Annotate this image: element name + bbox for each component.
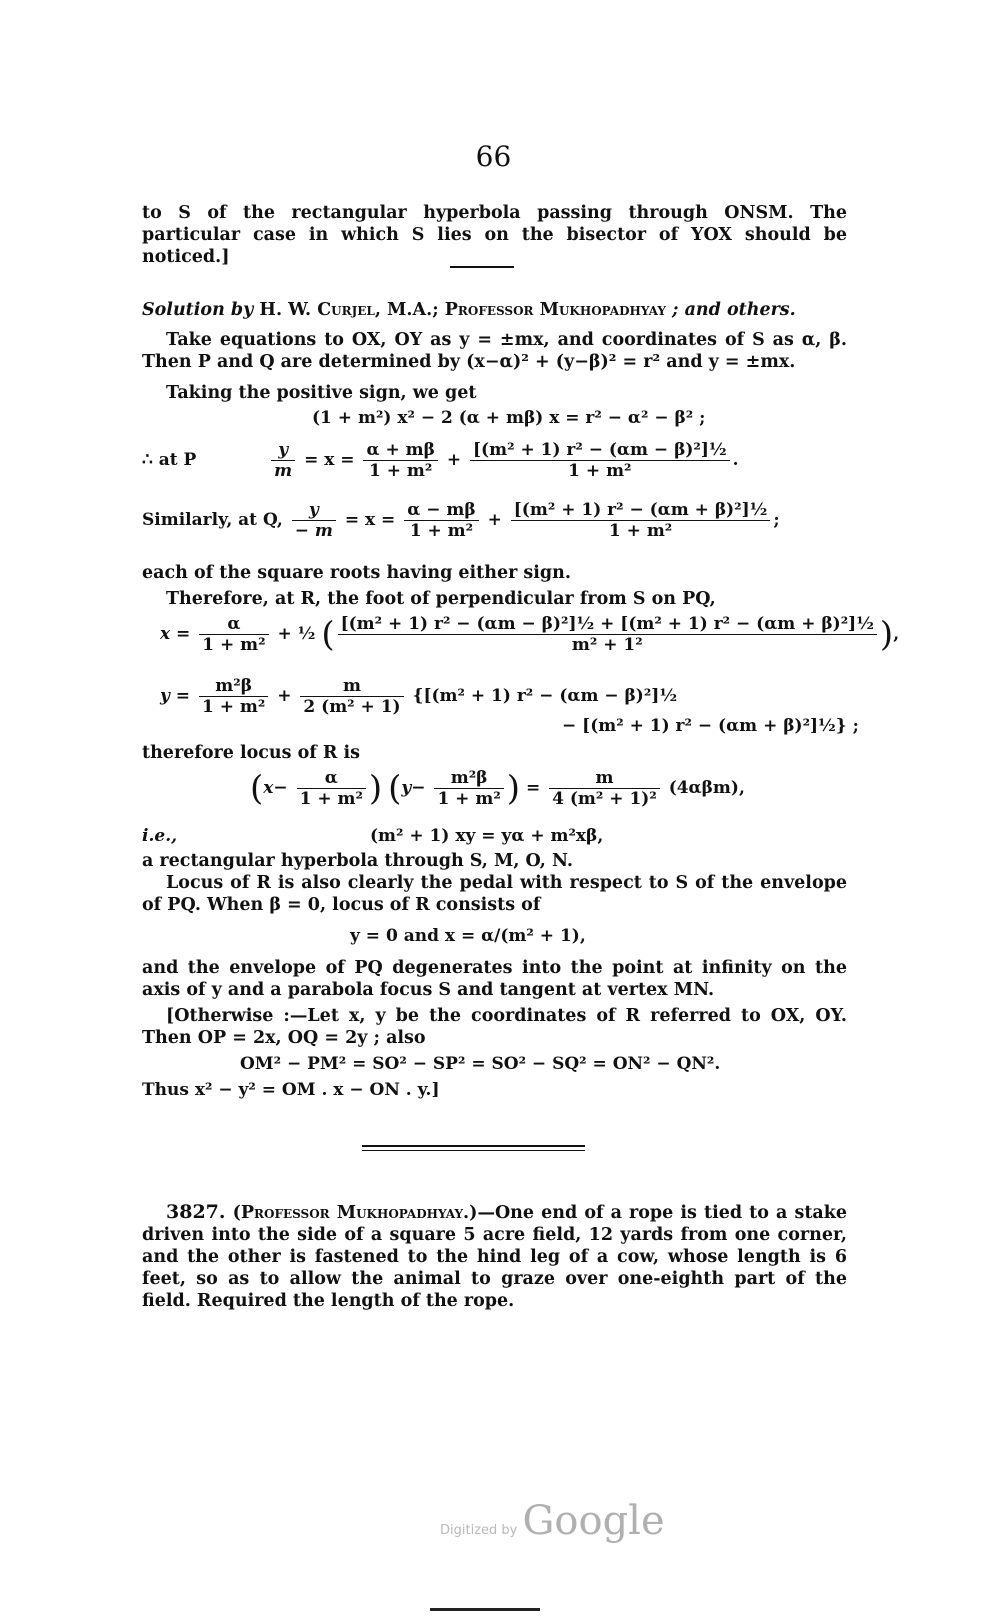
equation-thus: Thus x² − y² = OM . x − ON . y.] (142, 1080, 440, 1100)
question-text: —One end of a rope is tied to a stake driven into the side of a square 5 acre field, 12 yards from one corner, and the other is fastened to the hind leg of a cow, whose length is 6 feet, so as to allow the animal to graze over one-eighth part of the field. Required the length of the rope. (142, 1203, 847, 1311)
locus-fraction-b: $\frac{\text{m²β}}{\text{1 + m²}}$ (434, 768, 503, 809)
at-q-fraction-2: $\frac{\text{[(m² + 1) r² − (αm + β)²]½}}{\text{1 + m²}}$ (511, 500, 771, 541)
at-p-label: ∴ at P (142, 450, 197, 470)
intro-text: to S of the rectangular hyperbola passing through ONSM. The particular case in which S lies on the bisector of YOX should be noticed.] (142, 203, 847, 267)
question-author: (Professor Mukhopadhyay.) (232, 1203, 478, 1223)
at-p-lhs-fraction: $\frac{y}{m}$ (271, 440, 295, 481)
solution-author-2: Professor Mukhopadhyay (444, 300, 666, 320)
locus-tail: (4αβm), (668, 778, 745, 798)
paragraph-1: Take equations to OX, OY as y = ±mx, and coordinates of S as α, β. Then P and Q are determined by (x−α)² + (y−β)² = r² and y = ±mx. (142, 330, 847, 372)
paragraph-6: a rectangular hyperbola through S, M, O, N. (142, 851, 573, 871)
next-page-cut-edge (430, 1608, 540, 1619)
page-number: 66 (475, 140, 512, 173)
paragraph-8: and the envelope of PQ degenerates into the point at infinity on the axis of y and a parabola focus S and tangent at vertex MN. (142, 958, 847, 1000)
ie-label: i.e., (142, 826, 178, 846)
y-r-fraction-2: $\frac{m}{\text{2 (m² + 1)}}$ (300, 676, 403, 717)
paragraph-2: Taking the positive sign, we get (166, 383, 477, 403)
x-r-half: + ½ (277, 624, 316, 644)
at-q-fraction-1: $\frac{\alpha - m\beta}{\text{1 + m²}}$ (404, 500, 478, 541)
locus-fraction-a: $\frac{\alpha}{\text{1 + m²}}$ (297, 768, 366, 809)
paragraph-9: [Otherwise :—Let x, y be the coordinates of R referred to OX, OY. Then OP = 2x, OQ = 2y ; also (142, 1006, 847, 1048)
solution-prefix: Solution by (142, 300, 254, 320)
equation-otherwise: OM² − PM² = SO² − SP² = SO² − SQ² = ON² − QN². (240, 1054, 721, 1074)
at-p-equals: = x = (304, 450, 355, 470)
short-rule (450, 266, 514, 268)
at-q-lhs-fraction: $\frac{y}{- m}$ (292, 500, 336, 541)
solution-suffix: ; and others. (672, 300, 796, 320)
at-p-fraction-2: $\frac{\text{[(m² + 1) r² − (αm − β)²]½}}{\text{1 + m²}}$ (470, 440, 730, 481)
x-r-lhs: x = (160, 624, 191, 644)
question-number: 3827. (166, 1201, 226, 1223)
double-rule (362, 1145, 585, 1154)
y-r-fraction-1: $\frac{\text{m²β}}{\text{1 + m²}}$ (199, 676, 268, 717)
solution-author-1: H. W. Curjel, M.A. (259, 300, 433, 320)
question-3827 (142, 1201, 847, 1312)
equation-y-r: y = $\frac{\text{m²β}}{\text{1 + m²}}$ + $\frac{m}{\text{2 (m² + 1)}}$ {[(m² + 1) r² − (αm − β)²]½ (160, 676, 678, 717)
solution-separator: ; (432, 300, 439, 320)
x-r-fraction-1: $\frac{\alpha}{\text{1 + m²}}$ (199, 614, 268, 655)
equation-x-r: x = $\frac{\alpha}{\text{1 + m²}}$ + ½ ( $\frac{\text{[(m² + 1) r² − (αm − β)²]½ + [(m² + 1) r² − (αm + β)²]½}}{\text{m² + 1²}}$ ), (160, 614, 900, 655)
google-watermark (440, 1498, 665, 1544)
y-r-lhs: y = (160, 686, 191, 706)
x-r-fraction-2: $\frac{\text{[(m² + 1) r² − (αm − β)²]½ + [(m² + 1) r² − (αm + β)²]½}}{\text{m² + 1²}}$ (338, 614, 877, 655)
equation-beta-zero: y = 0 and x = α/(m² + 1), (350, 926, 586, 946)
y-r-line-1: {[(m² + 1) r² − (αm − β)²]½ (412, 686, 678, 706)
at-q-label: Similarly, at Q, (142, 510, 283, 530)
equation-locus: (x− $\frac{\alpha}{\text{1 + m²}}$ ) (y− $\frac{\text{m²β}}{\text{1 + m²}}$ ) = $\frac{m}{\text{4 (m² + 1)²}}$ (4αβm), (250, 768, 745, 809)
equation-quadratic: (1 + m²) x² − 2 (α + mβ) x = r² − α² − β² ; (312, 408, 706, 428)
paragraph-3: each of the square roots having either sign. (142, 563, 571, 583)
equation-at-q: Similarly, at Q, $\frac{y}{- m}$ = x = $\frac{\alpha - m\beta}{\text{1 + m²}}$ + $\frac{\text{[(m² + 1) r² − (αm + β)²]½}}{\text{1 + m²}}$ ; (142, 500, 780, 541)
solution-byline (142, 300, 796, 320)
watermark-digitized: Digitized by (440, 1523, 518, 1538)
equation-y-r-line-2: − [(m² + 1) r² − (αm + β)²]½} ; (562, 716, 859, 736)
locus-fraction-c: $\frac{m}{\text{4 (m² + 1)²}}$ (549, 768, 660, 809)
equation-at-p: ∴ at P $\frac{y}{m}$ = x = $\frac{\alpha + m\beta}{\text{1 + m²}}$ + $\frac{\text{[(m² + 1) r² − (αm − β)²]½}}{\text{1 + m²}}$ . (142, 440, 739, 481)
equation-ie: (m² + 1) xy = yα + m²xβ, (370, 826, 604, 846)
paragraph-5: therefore locus of R is (142, 743, 361, 763)
paragraph-4: Therefore, at R, the foot of perpendicular from S on PQ, (166, 589, 716, 609)
watermark-google: Google (522, 1498, 665, 1544)
paragraph-7: Locus of R is also clearly the pedal with respect to S of the envelope of PQ. When β = 0, locus of R consists of (142, 873, 847, 915)
at-p-fraction-1: $\frac{\alpha + m\beta}{\text{1 + m²}}$ (363, 440, 437, 481)
